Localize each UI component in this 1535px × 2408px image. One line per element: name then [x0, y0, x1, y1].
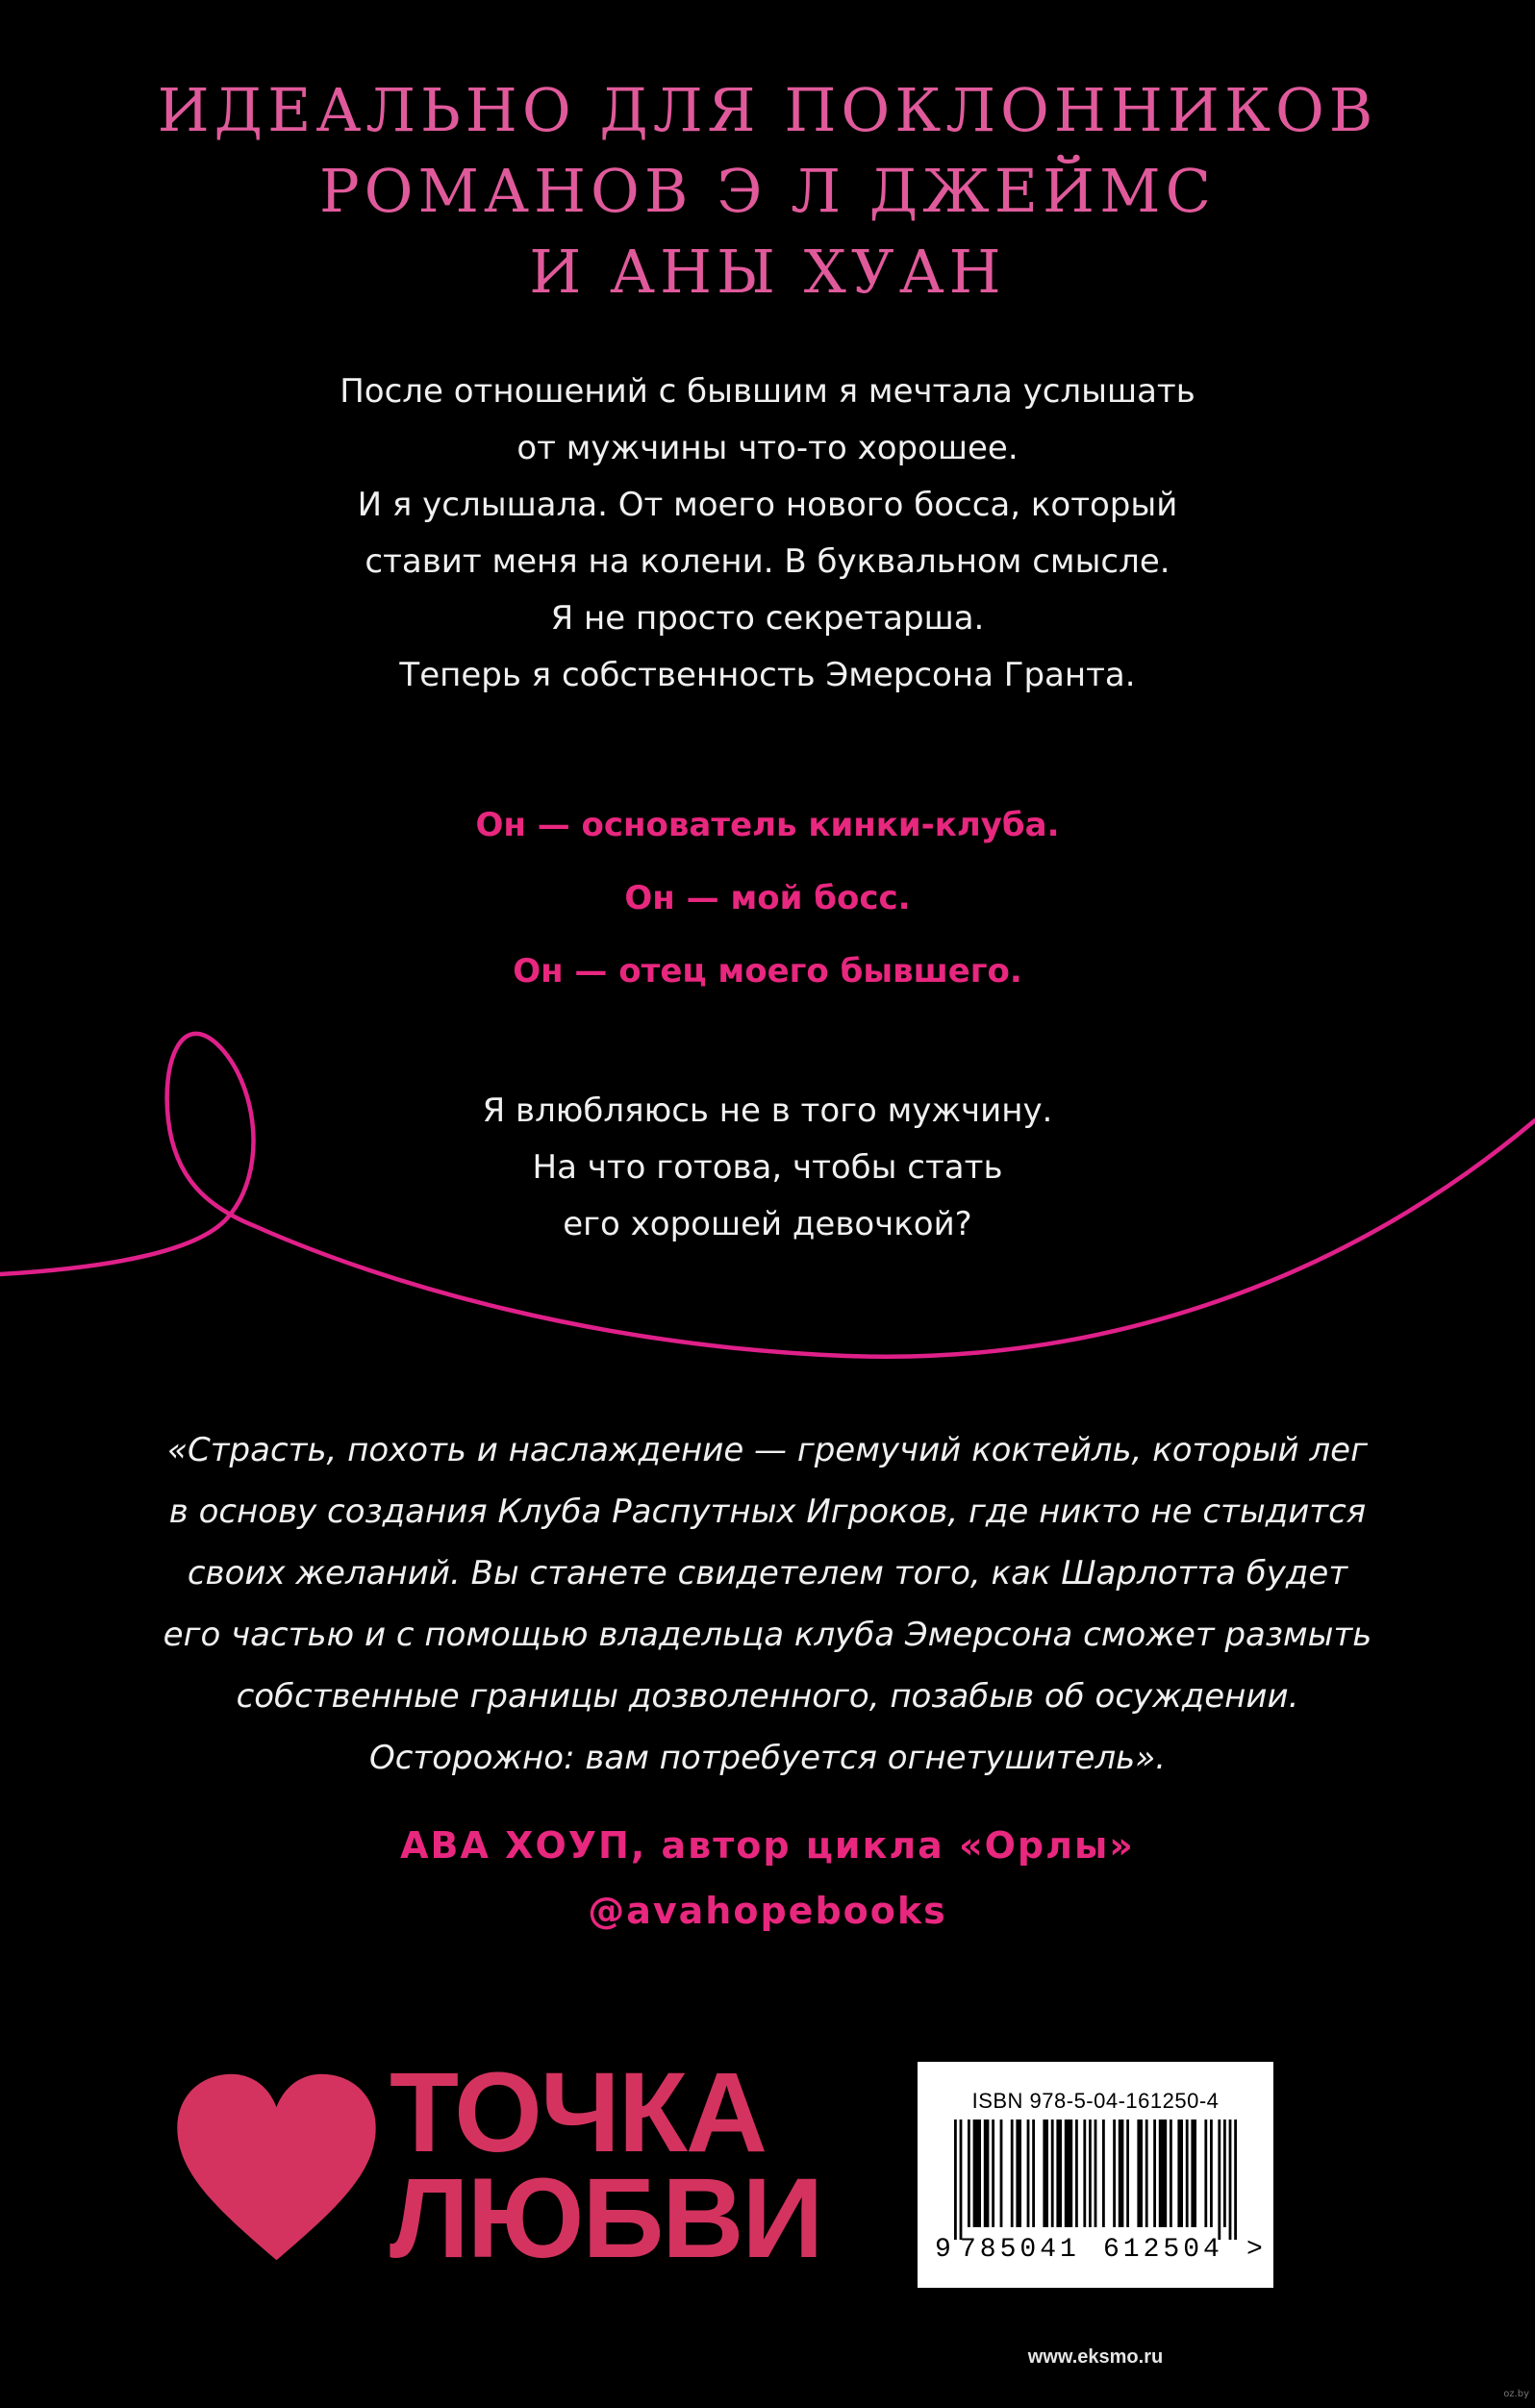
- barcode-bar: [1089, 2120, 1092, 2227]
- barcode: [918, 2062, 1273, 2288]
- barcode-bar: [1075, 2120, 1078, 2227]
- barcode-bar: [960, 2120, 963, 2240]
- blurb-line: Я не просто секретарша.: [550, 599, 985, 638]
- barcode-bar: [1153, 2120, 1156, 2227]
- barcode-bar: [954, 2120, 957, 2240]
- barcode-bar: [1095, 2120, 1097, 2227]
- barcode-bar: [1218, 2120, 1220, 2240]
- barcode-bar: [1011, 2120, 1014, 2227]
- attribution: [0, 1813, 1535, 1944]
- review-line: своих желаний. Вы станете свидетелем того, как Шарлотта будет: [187, 1554, 1348, 1593]
- barcode-digits-left: 785041: [960, 2235, 1080, 2265]
- barcode-bar: [1145, 2120, 1148, 2227]
- question-line: Я влюбляюсь не в того мужчину.: [482, 1091, 1053, 1130]
- review-quote: [0, 1419, 1535, 1789]
- blurb-line: И я услышала. От моего нового босса, который: [357, 486, 1178, 524]
- barcode-arrow: >: [1246, 2235, 1263, 2265]
- barcode-bar: [1102, 2120, 1105, 2227]
- barcode-bar: [1229, 2120, 1232, 2240]
- barcode-bar: [1170, 2120, 1172, 2227]
- blurb-line: от мужчины что-то хорошее.: [516, 429, 1019, 467]
- barcode-bar: [1065, 2120, 1072, 2227]
- headline: [0, 70, 1535, 313]
- isbn-label: ISBN 978-5-04-161250-4: [971, 2089, 1220, 2113]
- barcode-bar: [1043, 2120, 1048, 2227]
- barcode-bar: [968, 2120, 970, 2227]
- highlight-line: Он — основатель кинки-клуба.: [475, 806, 1060, 844]
- barcode-digit-first: 9: [935, 2235, 951, 2265]
- barcode-bar: [1126, 2120, 1129, 2227]
- barcode-bars: [954, 2120, 1237, 2240]
- barcode-bar: [1191, 2120, 1196, 2227]
- headline-line: И АНЫ ХУАН: [529, 237, 1006, 307]
- barcode-bar: [1210, 2120, 1213, 2227]
- blurb-line: ставит меня на колени. В буквальном смысле.: [365, 542, 1170, 581]
- barcode-digits-right: 612504: [1103, 2235, 1223, 2265]
- barcode-bar: [1051, 2120, 1054, 2227]
- question-line: его хорошей девочкой?: [563, 1205, 972, 1243]
- barcode-bar: [1032, 2120, 1035, 2227]
- question: [0, 1083, 1535, 1253]
- barcode-bar: [1234, 2120, 1237, 2240]
- review-line: в основу создания Клуба Распутных Игроков, где никто не стыдится: [168, 1492, 1367, 1531]
- blurb-line: Теперь я собственность Эмерсона Гранта.: [399, 656, 1136, 694]
- question-line: На что готова, чтобы стать: [532, 1148, 1003, 1187]
- barcode-bar: [1177, 2120, 1183, 2227]
- barcode-bar: [1137, 2120, 1143, 2227]
- barcode-bar: [1186, 2120, 1189, 2227]
- review-line: собственные границы дозволенного, позабыв об осуждении.: [236, 1677, 1299, 1716]
- barcode-bar: [992, 2120, 994, 2227]
- headline-line: РОМАНОВ Э Л ДЖЕЙМС: [318, 156, 1217, 226]
- barcode-bar: [1083, 2120, 1086, 2227]
- barcode-bar: [1119, 2120, 1124, 2227]
- review-line: «Страсть, похоть и наслаждение — гремучий коктейль, который лег: [167, 1431, 1368, 1469]
- review-line: Осторожно: вам потребуется огнетушитель».: [368, 1739, 1167, 1777]
- barcode-bar: [973, 2120, 981, 2227]
- review-line: его частью и с помощью владельца клуба Эмерсона сможет размыть: [163, 1616, 1372, 1654]
- logo-word-1: ТОЧКА: [390, 2049, 767, 2176]
- highlight-line: Он — мой босс.: [624, 879, 911, 917]
- barcode-bar: [1000, 2120, 1003, 2227]
- author-line: АВА ХОУП, автор цикла «Орлы»: [400, 1824, 1135, 1867]
- barcode-bar: [1223, 2120, 1226, 2227]
- publisher-logo: [173, 2049, 827, 2289]
- barcode-bar: [1113, 2120, 1116, 2227]
- website-link[interactable]: www.eksmo.ru: [1027, 2346, 1164, 2368]
- headline-line: ИДЕАЛЬНО ДЛЯ ПОКЛОННИКОВ: [157, 75, 1378, 145]
- heart-icon: [173, 2068, 380, 2279]
- blurb-line: После отношений с бывшим я мечтала услышать: [340, 372, 1195, 411]
- author-handle: @avahopebooks: [588, 1890, 947, 1932]
- watermark: oz.by: [1503, 2389, 1529, 2399]
- barcode-bar: [1027, 2120, 1030, 2227]
- barcode-bar: [1056, 2120, 1062, 2227]
- barcode-bar: [1016, 2120, 1021, 2227]
- barcode-bar: [1159, 2120, 1167, 2227]
- barcode-bar: [984, 2120, 990, 2227]
- barcode-bar: [1204, 2120, 1207, 2227]
- highlight-line: Он — отец моего бывшего.: [513, 952, 1022, 991]
- blurb: [0, 364, 1535, 704]
- highlights: [0, 789, 1535, 1008]
- logo-word-2: ЛЮБВИ: [390, 2155, 822, 2282]
